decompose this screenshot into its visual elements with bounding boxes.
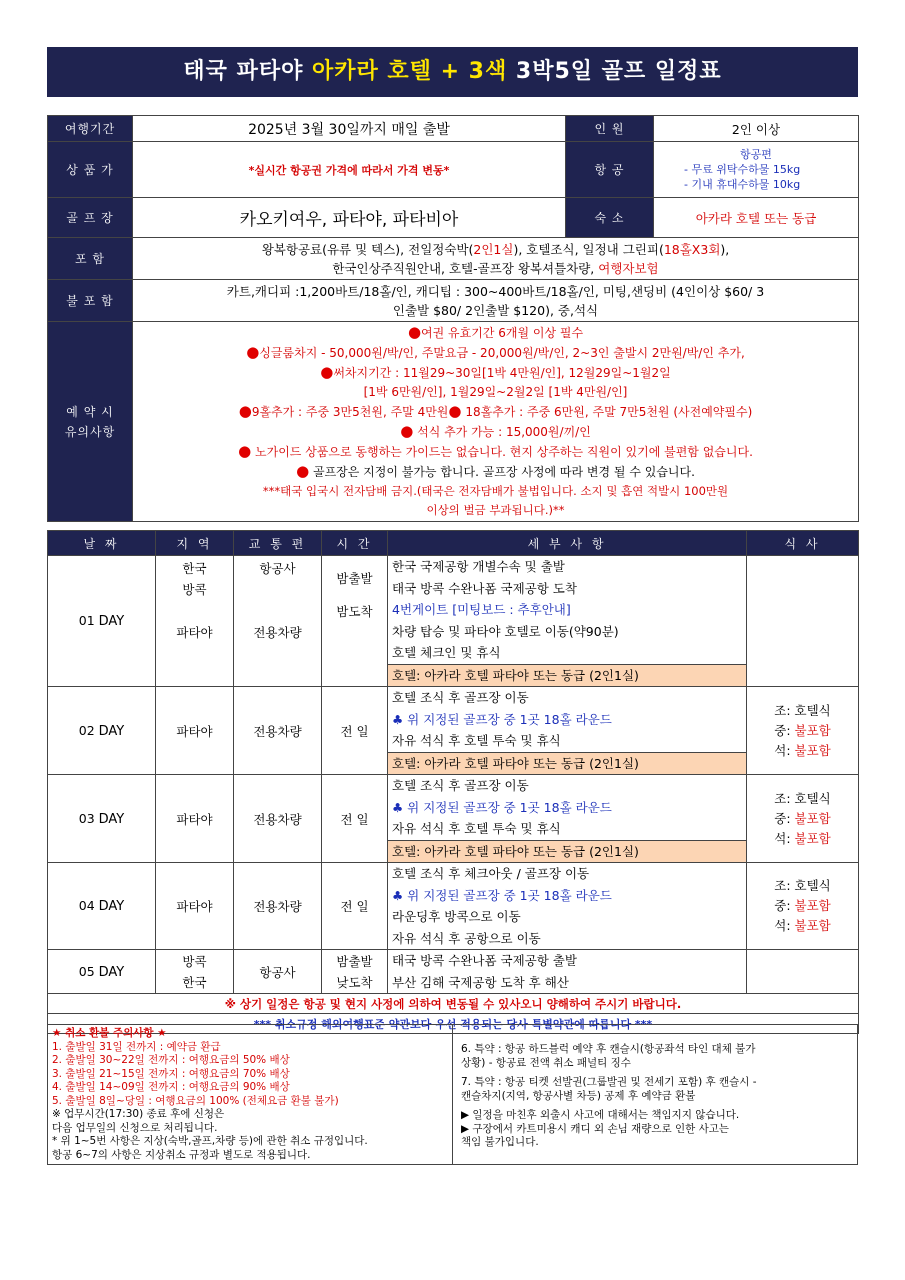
day-transport: 항공사 전용차량: [234, 556, 322, 687]
day-transport: 항공사: [234, 950, 322, 994]
day-number: 05 DAY: [48, 950, 156, 994]
day-region: 한국 방콕 파타야: [156, 556, 234, 687]
incl-value: 왕복항공료(유류 및 텍스), 전일정숙박(2인1실), 호텔조식, 일정내 그린피(18홀X3회), 한국인상주직원안내, 호텔-골프장 왕복셔틀차량, 여행자보험: [133, 238, 859, 280]
hotel-info: 호텔: 아카라 호텔 파타야 또는 동급 (2인1실): [388, 840, 746, 863]
price-label: 상 품 가: [48, 142, 133, 198]
notes-label: 예 약 시 유의사항: [48, 322, 133, 522]
header-details: 세 부 사 항: [388, 531, 747, 556]
excl-label: 불 포 함: [48, 280, 133, 322]
people-value: 2인 이상: [654, 116, 859, 142]
refund-policy: ★ 취소 환불 주의사항 ★ 1. 출발일 31일 전까지 : 예약금 환급 2. 출발일 30~22일 전까지 : 여행요금의 50% 배상 3. 출발일 21~15일 전까지 : 여행요금의 70% 배상 4. 출발일 14~09일 전까지 : 여행요금의 90% 배상 5. 출발일 8일~당일 : 여행요금의 100% (전체요금 환불 불가) ※ 업무시간(17:30) 종료 후에 신청은 다음 업무일의 신청으로 처리됩니다. * 위 1~5번 사항은 지상(숙박,골프,차량 등)에 관한 취소 규정입니다. 항공 6~7의 사항은 지상취소 규정과 별도로 적용됩니다.: [47, 1024, 452, 1165]
period-label: 여행기간: [48, 116, 133, 142]
table-row: [48, 775, 859, 863]
day-region: 파타야: [156, 863, 234, 950]
day-time: 밤출발 밤도착: [322, 556, 388, 687]
page-title: 태국 파타야 아카라 호텔 + 3색 3박5일 골프 일정표: [47, 47, 858, 97]
day-time: 전 일: [322, 687, 388, 775]
day-meal: [747, 950, 859, 994]
price-value: *실시간 항공권 가격에 따라서 가격 변동*: [133, 142, 566, 198]
day-transport: 전용차량: [234, 863, 322, 950]
table-row: [48, 950, 859, 994]
air-label: 항 공: [566, 142, 654, 198]
stay-label: 숙 소: [566, 198, 654, 238]
day-number: 03 DAY: [48, 775, 156, 863]
day-details: 호텔 조식 후 골프장 이동 ♣ 위 지정된 골프장 중 1곳 18홀 라운드 자유 석식 후 호텔 투숙 및 휴식 호텔: 아카라 호텔 파타야 또는 동급 (2인1실): [388, 687, 747, 775]
hotel-info: 호텔: 아카라 호텔 파타야 또는 동급 (2인1실): [388, 664, 746, 687]
day-meal: 조: 호텔식 중: 불포함 석: 불포함: [747, 775, 859, 863]
people-label: 인 원: [566, 116, 654, 142]
table-row: [48, 556, 859, 687]
day-time: 전 일: [322, 775, 388, 863]
day-number: 04 DAY: [48, 863, 156, 950]
day-transport: 전용차량: [234, 687, 322, 775]
day-details: 한국 국제공항 개별수속 및 출발 태국 방콕 수완나폼 국제공항 도착 4번게이트 [미팅보드 : 추후안내] 차량 탑승 및 파타야 호텔로 이동(약90분) 호텔 체크인 및 휴식 호텔: 아카라 호텔 파타야 또는 동급 (2인1실): [388, 556, 747, 687]
header-meal: 식 사: [747, 531, 859, 556]
day-details: 호텔 조식 후 골프장 이동 ♣ 위 지정된 골프장 중 1곳 18홀 라운드 자유 석식 후 호텔 투숙 및 휴식 호텔: 아카라 호텔 파타야 또는 동급 (2인1실): [388, 775, 747, 863]
day-meal: 조: 호텔식 중: 불포함 석: 불포함: [747, 687, 859, 775]
day-time: 전 일: [322, 863, 388, 950]
day-time: 밤출발 낮도착: [322, 950, 388, 994]
day-details: 태국 방콕 수완나폼 국제공항 출발 부산 김해 국제공항 도착 후 해산: [388, 950, 747, 994]
excl-value: 카트,캐디피 :1,200바트/18홀/인, 캐디팁 : 300~400바트/18홀/인, 미팅,샌딩비 (4인이상 $60/ 3 인출발 $80/ 2인출발 $120), 중,석식: [133, 280, 859, 322]
table-row: [48, 687, 859, 775]
cancel-policy-notice: *** 취소규정 해외여행표준 약관보다 우선 적용되는 당사 특별약관에 따릅니다 ***: [48, 1014, 859, 1034]
day-meal: [747, 556, 859, 687]
header-date: 날 짜: [48, 531, 156, 556]
air-value: 항공편 - 무료 위탁수하물 15kg - 기내 휴대수하물 10kg: [654, 142, 859, 198]
schedule-notice: ※ 상기 일정은 항공 및 현지 사정에 의하여 변동될 수 있사오니 양해하여 주시기 바랍니다.: [48, 994, 859, 1014]
golf-value: 카오키여우, 파타야, 파타비아: [133, 198, 566, 238]
period-value: 2025년 3월 30일까지 매일 출발: [133, 116, 566, 142]
reservation-notes: ●여권 유효기간 6개월 이상 필수 ●싱글룸차지 - 50,000원/박/인, 주말요금 - 20,000원/박/인, 2~3인 출발시 2만원/박/인 추가, ●써차지기간 : 11월29~30일[1박 4만원/인], 12월29일~1월2일 [1박 6만원/인], 1월29일~2월2일 [1박 4만원/인] ●9홀추가 : 주중 3만5천원, 주말 4만원● 18홀추가 : 주중 6만원, 주말 7만5천원 (사전예약필수) ● 석식 추가 가능 : 15,000원/끼/인 ● 노가이드 상품으로 동행하는 가이드는 없습니다. 현지 상주하는 직원이 있기에 불편함 없습니다. ● 골프장은 지정이 불가능 합니다. 골프장 사정에 따라 변경 될 수 있습니다. ***태국 입국시 전자담배 금지.(태국은 전자담배가 불법입니다. 소지 및 흡연 적발시 100만원 이상의 벌금 부과됩니다.)**: [133, 322, 859, 522]
incl-label: 포 함: [48, 238, 133, 280]
schedule-table: [47, 530, 859, 1034]
day-region: 파타야: [156, 687, 234, 775]
table-row: [48, 863, 859, 950]
day-meal: 조: 호텔식 중: 불포함 석: 불포함: [747, 863, 859, 950]
day-region: 방콕 한국: [156, 950, 234, 994]
day-details: 호텔 조식 후 체크아웃 / 골프장 이동 ♣ 위 지정된 골프장 중 1곳 18홀 라운드 라운딩후 방콕으로 이동 자유 석식 후 공항으로 이동: [388, 863, 747, 950]
day-region: 파타야: [156, 775, 234, 863]
info-table: [47, 115, 859, 522]
header-region: 지 역: [156, 531, 234, 556]
special-terms: 6. 특약 : 항공 하드블럭 예약 후 캔슬시(항공좌석 타인 대체 불가 상황) - 항공료 전액 취소 패널티 징수 7. 특약 : 항공 티켓 선발권(그룹발권 및 전세기 포함) 후 캔슬시 - 캔슬차지(지역, 항공사별 차등) 공제 후 예약금 환불 ▶ 일정을 마친후 외출시 사고에 대해서는 책임지지 않습니다. ▶ 구장에서 카트미용시 캐디 외 손님 재량으로 인한 사고는 책임 불가입니다.: [452, 1024, 858, 1165]
hotel-info: 호텔: 아카라 호텔 파타야 또는 동급 (2인1실): [388, 752, 746, 775]
header-transport: 교 통 편: [234, 531, 322, 556]
day-number: 01 DAY: [48, 556, 156, 687]
header-time: 시 간: [322, 531, 388, 556]
golf-label: 골 프 장: [48, 198, 133, 238]
day-transport: 전용차량: [234, 775, 322, 863]
stay-value: 아카라 호텔 또는 동급: [654, 198, 859, 238]
day-number: 02 DAY: [48, 687, 156, 775]
